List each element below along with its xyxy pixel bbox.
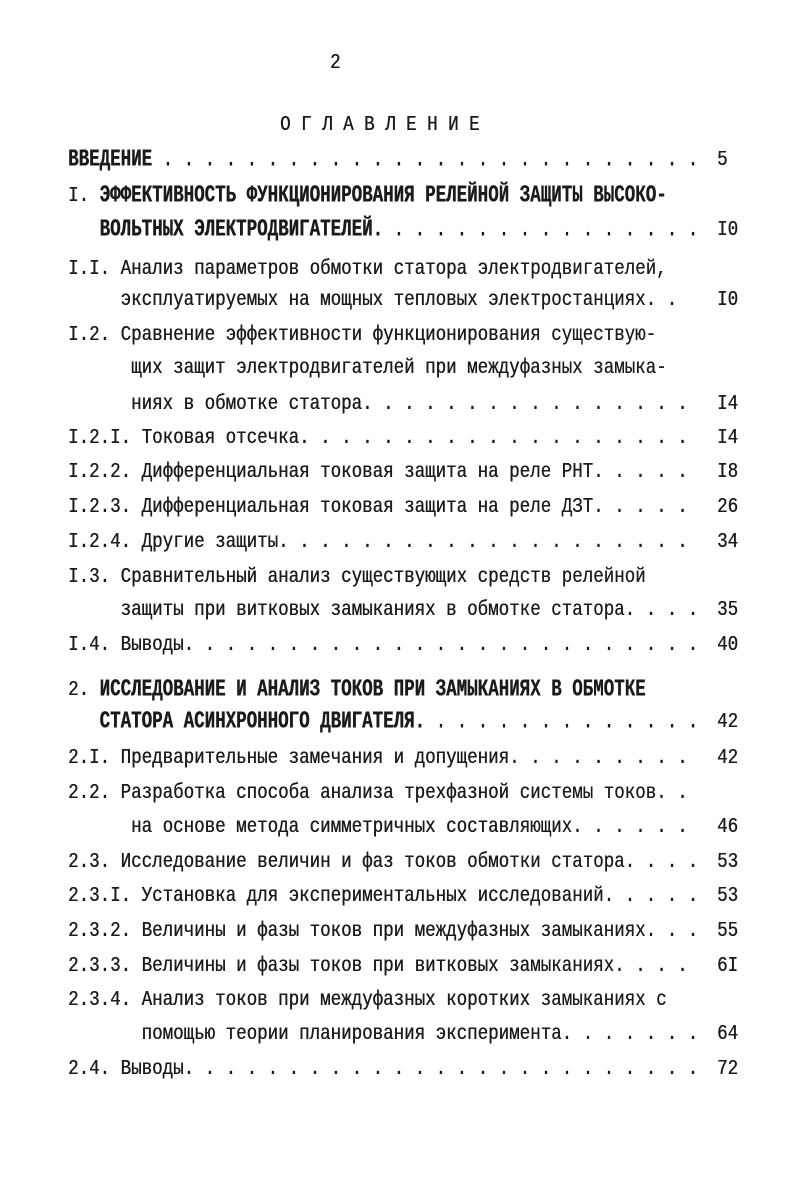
entry-page: 42 [717, 746, 739, 770]
entry-title: защиты при витковых замыканиях в обмотке статора. [120, 598, 636, 622]
entry-line [68, 147, 698, 174]
entry-leader: . . . . . . . . . . . . . . . [372, 392, 688, 416]
entry-number: I.2.I. [68, 426, 132, 450]
entry-number: I.4. [68, 633, 111, 657]
entry-title: ВОЛЬТНЫХ ЭЛЕКТРОДВИГАТЕЛЕЙ. [99, 216, 384, 244]
entry-number: I.2. [68, 323, 111, 347]
entry-line [142, 495, 688, 519]
entry-line [121, 288, 678, 312]
entry-leader: . . . . [614, 884, 699, 908]
entry-number: 2. [68, 678, 90, 702]
entry-title: Анализ параметров обмотки статора электродвигателей, [120, 257, 667, 281]
entry-leader: . . . . . . . . . . . . . . . . . . . . . . . . . . [152, 146, 699, 174]
entry-line [131, 815, 688, 839]
entry-number: 2.3. [68, 850, 111, 874]
entry-page: 26 [717, 495, 739, 519]
entry-leader: . . . . . [582, 815, 688, 839]
entry-title: Дифференциальная токовая защита на реле РНТ. [141, 460, 604, 484]
entry-title: Выводы. [120, 1057, 195, 1081]
entry-page: 34 [717, 530, 739, 554]
entry-title: ИССЛЕДОВАНИЕ И АНАЛИЗ ТОКОВ ПРИ ЗАМЫКАНИЯХ В ОБМОТКЕ [99, 676, 646, 704]
entry-title: Другие защиты. [141, 530, 289, 554]
entry-title: помощью теории планирования эксперимента. [141, 1022, 573, 1046]
entry-line [100, 217, 699, 244]
entry-number: I. [68, 184, 90, 208]
entry-page: 64 [717, 1022, 739, 1046]
entry-number: I.I. [68, 257, 111, 281]
entry-title: Разработка способа анализа трехфазной системы токов. . [120, 781, 688, 805]
entry-title: ЭФФЕКТИВНОСТЬ ФУНКЦИОНИРОВАНИЯ РЕЛЕЙНОЙ ЗАЩИТЫ ВЫСОКО- [99, 182, 667, 210]
entry-number: 2.3.4. [68, 988, 132, 1012]
entry-title: Токовая отсечка. [141, 426, 310, 450]
entry-title: Величины и фазы токов при междуфазных замыканиях. [141, 919, 657, 943]
entry-title: Установка для экспериментальных исследований. [141, 884, 615, 908]
entry-page: 72 [717, 1057, 739, 1081]
entry-title: Анализ токов при междуфазных коротких замыканиях с [141, 988, 667, 1012]
entry-leader: . . . . . . . . . . . . . [425, 708, 699, 736]
entry-line [142, 919, 699, 943]
entry-leader: . . . . . . [572, 1022, 699, 1046]
entry-title: Выводы. [120, 633, 195, 657]
entry-page: I4 [717, 392, 739, 416]
entry-line [142, 460, 688, 484]
entry-leader: . . . . [603, 495, 688, 519]
entry-line [142, 884, 699, 908]
entry-line [121, 850, 699, 874]
entry-page: 35 [717, 598, 739, 622]
entry-number: 2.3.I. [68, 884, 132, 908]
entry-page: I0 [717, 288, 739, 312]
entry-number: 2.3.3. [68, 954, 132, 978]
entry-line [121, 746, 688, 770]
entry-line [131, 392, 688, 416]
entry-leader: . [656, 288, 678, 312]
entry-leader: . . . . . . . . . . . . . . . . . . . [288, 530, 688, 554]
entry-title: Величины и фазы токов при витковых замыканиях. [141, 954, 625, 978]
entry-leader: . . . . . . . . . . . . . . . . . . [309, 426, 688, 450]
entry-page: 53 [717, 884, 739, 908]
entry-number: I.2.3. [68, 495, 132, 519]
entry-title: щих защит электродвигателей при междуфазных замыка- [131, 356, 667, 380]
entry-page: 40 [717, 633, 739, 657]
entry-page: 42 [717, 710, 739, 734]
page-number: 2 [330, 51, 341, 75]
entry-line [121, 633, 699, 657]
entry-line [121, 598, 699, 622]
entry-leader: . . . . . . . . . . . . . . . [383, 216, 699, 244]
entry-number: I.2.4. [68, 530, 132, 554]
entry-page: 46 [717, 815, 739, 839]
entry-title: на основе метода симметричных составляющих. [131, 815, 583, 839]
entry-number: I.2.2. [68, 460, 132, 484]
entry-page: I0 [717, 218, 739, 242]
entry-leader: . . [656, 919, 699, 943]
entry-title: Предварительные замечания и допущения. [120, 746, 520, 770]
entry-page: 55 [717, 919, 739, 943]
entry-title: Сравнительный анализ существующих средств релейной [120, 565, 646, 589]
entry-number: 2.4. [68, 1057, 111, 1081]
toc-title: О Г Л А В Л Е Н И Е [280, 113, 480, 137]
entry-leader: . . . . . . . . . . . . . . . . . . . . . . . . [194, 633, 699, 657]
entry-line [142, 1022, 699, 1046]
entry-title: ниях в обмотке статора. [131, 392, 373, 416]
entry-title: СТАТОРА АСИНХРОННОГО ДВИГАТЕЛЯ. [99, 708, 426, 736]
entry-title: Исследование величин и фаз токов обмотки статора. [120, 850, 636, 874]
entry-number: 2.I. [68, 746, 111, 770]
entry-line [142, 954, 688, 978]
entry-page: I4 [717, 426, 739, 450]
entry-number: 2.3.2. [68, 919, 132, 943]
entry-title: Сравнение эффективности функционирования существую- [120, 323, 657, 347]
entry-title: ВВЕДЕНИЕ [68, 146, 153, 174]
entry-leader: . . . . . . . . . . . . . . . . . . . . . . . . [194, 1057, 699, 1081]
entry-title: эксплуатируемых на мощных тепловых электростанциях. [120, 288, 657, 312]
entry-page: 5 [717, 148, 728, 172]
entry-line [100, 709, 699, 736]
entry-title: Дифференциальная токовая защита на реле ДЗТ. [141, 495, 604, 519]
entry-leader: . . . [635, 598, 699, 622]
entry-page: I8 [717, 460, 739, 484]
entry-leader: . . . [624, 954, 688, 978]
entry-page: 6I [717, 954, 739, 978]
entry-leader: . . . . [603, 460, 688, 484]
entry-line [121, 1057, 699, 1081]
entry-leader: . . . [635, 850, 699, 874]
entry-number: 2.2. [68, 781, 111, 805]
entry-line [142, 530, 688, 554]
entry-page: 53 [717, 850, 739, 874]
entry-leader: . . . . . . . . [519, 746, 688, 770]
entry-line [142, 426, 688, 450]
entry-number: I.3. [68, 565, 111, 589]
